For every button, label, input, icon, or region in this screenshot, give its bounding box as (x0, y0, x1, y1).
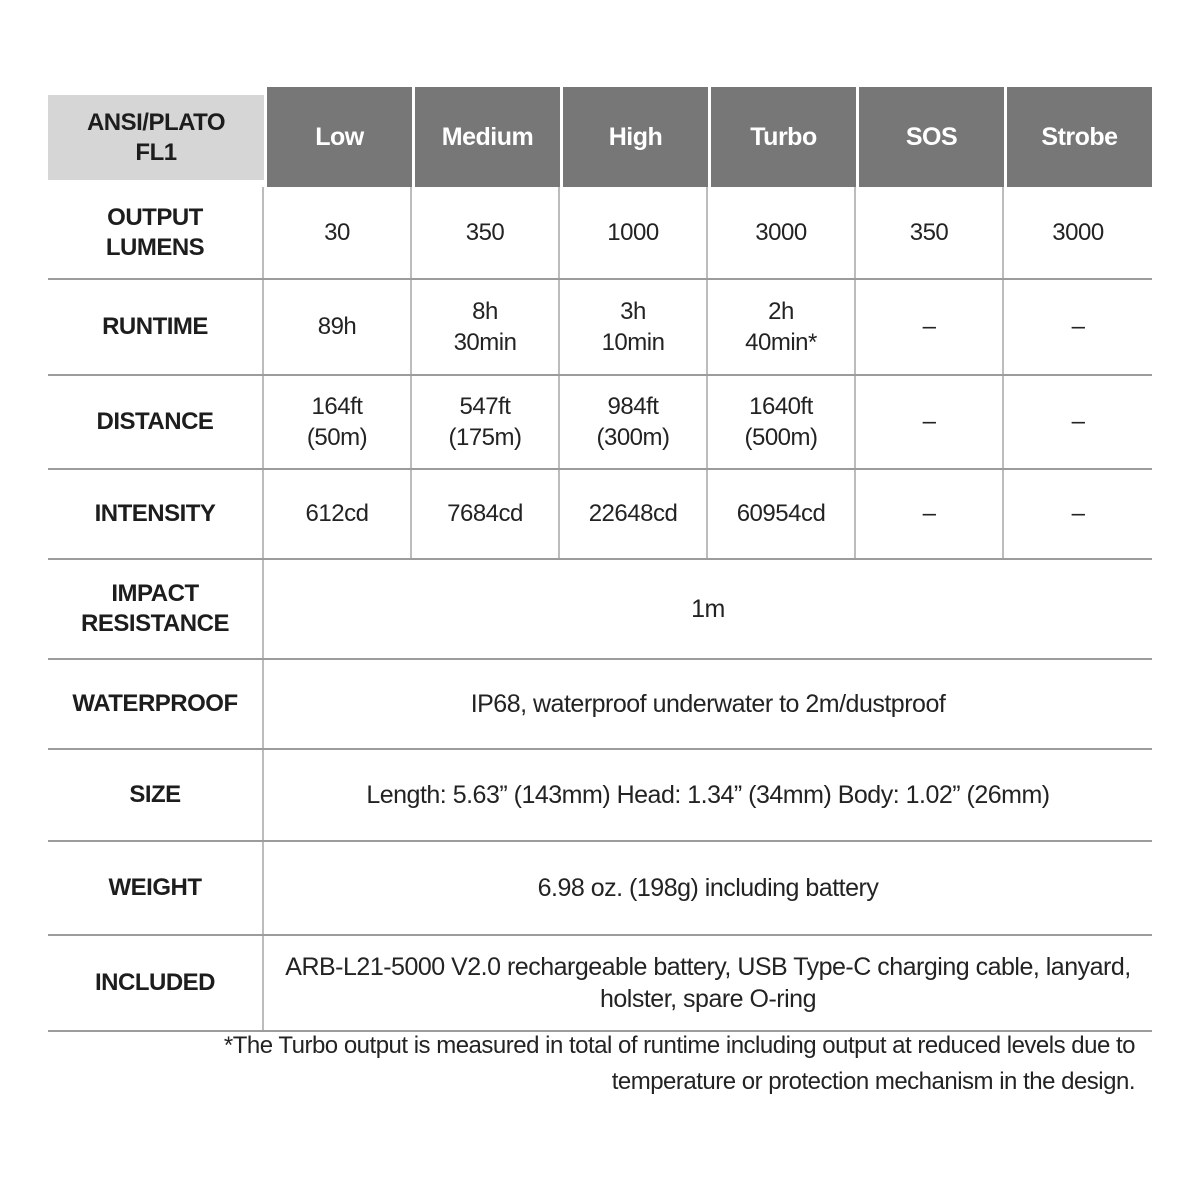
output-lumens-turbo: 3000 (708, 187, 856, 278)
runtime-strobe: – (1071, 313, 1085, 341)
output-lumens-strobe: 3000 (1052, 218, 1104, 246)
row-runtime (48, 280, 1152, 376)
runtime-high: 3h 10min (560, 280, 708, 374)
weight-value: 6.98 oz. (198g) including battery (537, 873, 879, 902)
distance-sos: – (856, 376, 1004, 468)
spec-table (48, 87, 1152, 1032)
output-lumens-high: 1000 (560, 187, 708, 278)
row-weight (48, 842, 1152, 936)
row-impact-resistance (48, 560, 1152, 660)
row-label-size: SIZE (48, 750, 264, 840)
output-lumens-low: 30 (264, 187, 412, 278)
distance-high: 984ft (300m) (560, 376, 708, 468)
included-value: ARB-L21-5000 V2.0 rechargeable battery, USB Type-C charging cable, lanyard, holster, spare O-ring (285, 952, 1131, 1013)
intensity-sos: – (856, 470, 1004, 558)
distance-strobe: – (1071, 408, 1085, 436)
row-label-output-lumens: OUTPUT LUMENS (48, 187, 264, 278)
output-lumens-sos: 350 (856, 187, 1004, 278)
row-label-waterproof: WATERPROOF (48, 660, 264, 748)
runtime-low: 89h (264, 280, 412, 374)
row-size (48, 750, 1152, 842)
row-label-distance: DISTANCE (48, 376, 264, 468)
runtime-turbo: 2h 40min* (708, 280, 856, 374)
row-intensity (48, 470, 1152, 560)
output-lumens-medium: 350 (412, 187, 560, 278)
column-header-turbo: Turbo (711, 87, 856, 187)
runtime-medium: 8h 30min (412, 280, 560, 374)
row-label-weight: WEIGHT (48, 842, 264, 934)
row-waterproof (48, 660, 1152, 750)
runtime-sos: – (856, 280, 1004, 374)
waterproof-value: IP68, waterproof underwater to 2m/dustproof (470, 689, 946, 718)
column-header-sos: SOS (859, 87, 1004, 187)
distance-medium: 547ft (175m) (412, 376, 560, 468)
impact-resistance-value: 1m (691, 594, 725, 623)
column-header-medium: Medium (415, 87, 560, 187)
table-header-row (48, 87, 1152, 187)
row-label-impact-resistance: IMPACT RESISTANCE (48, 560, 264, 658)
intensity-turbo: 60954cd (708, 470, 856, 558)
row-included (48, 936, 1152, 1032)
row-output-lumens (48, 187, 1152, 280)
ansi-plato-fl1-label: ANSI/PLATO FL1 (48, 95, 264, 180)
turbo-footnote: *The Turbo output is measured in total of runtime including output at reduced levels due to temperature or protection mechanism in the design. (223, 1032, 1135, 1095)
distance-turbo: 1640ft (500m) (708, 376, 856, 468)
column-header-high: High (563, 87, 708, 187)
row-label-runtime: RUNTIME (48, 280, 264, 374)
intensity-low: 612cd (264, 470, 412, 558)
intensity-medium: 7684cd (412, 470, 560, 558)
row-distance (48, 376, 1152, 470)
row-label-included: INCLUDED (48, 936, 264, 1030)
intensity-strobe: – (1071, 500, 1085, 528)
size-value: Length: 5.63” (143mm) Head: 1.34” (34mm) Body: 1.02” (26mm) (366, 780, 1050, 809)
column-header-low: Low (267, 87, 412, 187)
row-label-intensity: INTENSITY (48, 470, 264, 558)
intensity-high: 22648cd (560, 470, 708, 558)
column-header-strobe: Strobe (1007, 87, 1152, 187)
distance-low: 164ft (50m) (264, 376, 412, 468)
